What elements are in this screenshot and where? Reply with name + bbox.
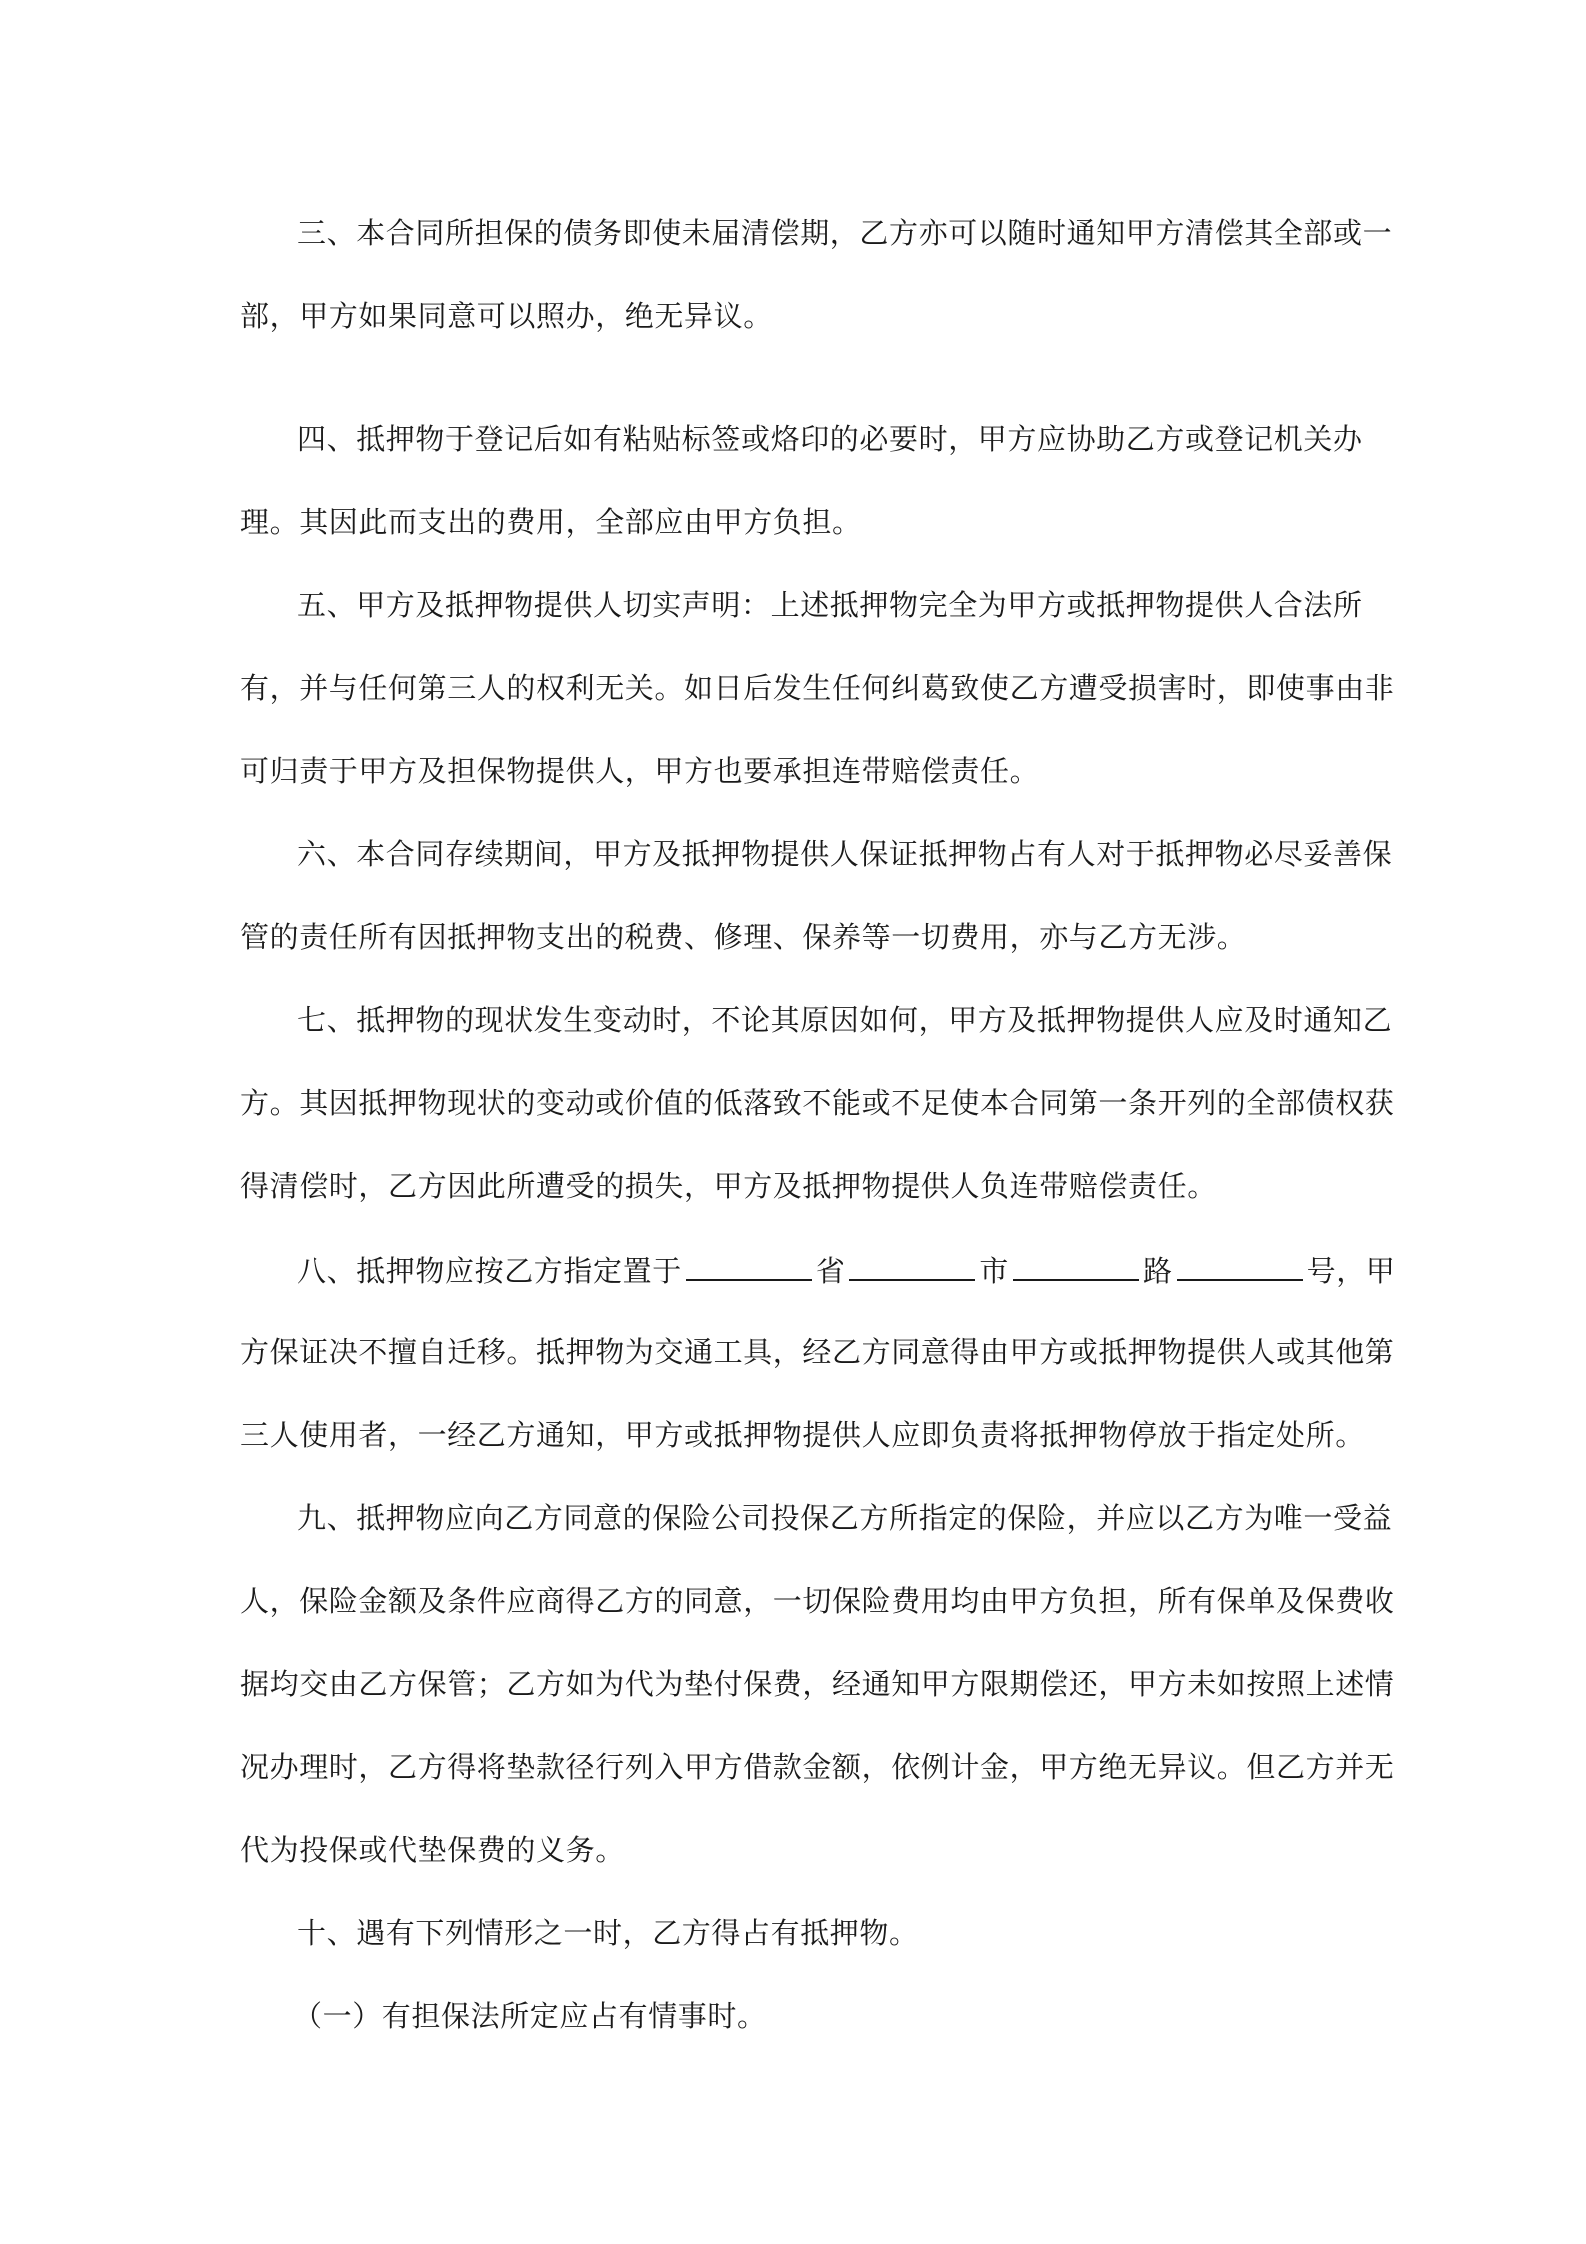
number-blank bbox=[1177, 1249, 1303, 1281]
road-label: 路 bbox=[1143, 1254, 1173, 1288]
clause-7-line-1: 七、抵押物的现状发生变动时，不论其原因如何，甲方及抵押物提供人应及时通知乙 bbox=[297, 1003, 1393, 1037]
clause-9-line-4: 况办理时，乙方得将垫款径行列入甲方借款金额，依例计金，甲方绝无异议。但乙方并无 bbox=[240, 1750, 1395, 1784]
province-blank bbox=[686, 1249, 812, 1281]
clause-5-line-1: 五、甲方及抵押物提供人切实声明：上述抵押物完全为甲方或抵押物提供人合法所 bbox=[297, 588, 1363, 622]
clause-10-line-1: 十、遇有下列情形之一时，乙方得占有抵押物。 bbox=[297, 1916, 919, 1950]
clause-9-line-1: 九、抵押物应向乙方同意的保险公司投保乙方所指定的保险，并应以乙方为唯一受益 bbox=[297, 1501, 1393, 1535]
province-label: 省 bbox=[815, 1254, 846, 1288]
clause-4-line-1: 四、抵押物于登记后如有粘贴标签或烙印的必要时，甲方应协助乙方或登记机关办 bbox=[297, 422, 1363, 456]
clause-9-line-2: 人，保险金额及条件应商得乙方的同意，一切保险费用均由甲方负担，所有保单及保费收 bbox=[240, 1584, 1395, 1618]
clause-10-item-1: （一）有担保法所定应占有情事时。 bbox=[293, 1999, 767, 2033]
clause-9-line-5: 代为投保或代垫保费的义务。 bbox=[240, 1833, 625, 1867]
clause-4-line-2: 理。其因此而支出的费用，全部应由甲方负担。 bbox=[240, 505, 862, 539]
clause-7-line-3: 得清偿时，乙方因此所遭受的损失，甲方及抵押物提供人负连带赔偿责任。 bbox=[240, 1169, 1217, 1203]
clause-8-line-3: 三人使用者，一经乙方通知，甲方或抵押物提供人应即负责将抵押物停放于指定处所。 bbox=[240, 1418, 1365, 1452]
clause-9-line-3: 据均交由乙方保管；乙方如为代为垫付保费，经通知甲方限期偿还，甲方未如按照上述情 bbox=[240, 1667, 1395, 1701]
clause-3-line-1: 三、本合同所担保的债务即使未届清偿期，乙方亦可以随时通知甲方清偿其全部或一 bbox=[297, 216, 1393, 250]
clause-8-prefix: 八、抵押物应按乙方指定置于 bbox=[297, 1254, 682, 1288]
clause-5-line-2: 有，并与任何第三人的权利无关。如日后发生任何纠葛致使乙方遭受损害时，即使事由非 bbox=[240, 671, 1395, 705]
clause-3-line-2: 部，甲方如果同意可以照办，绝无异议。 bbox=[240, 299, 773, 333]
city-blank bbox=[849, 1249, 975, 1281]
clause-8-line-1 bbox=[297, 1249, 1396, 1289]
clause-8-line-2: 方保证决不擅自迁移。抵押物为交通工具，经乙方同意得由甲方或抵押物提供人或其他第 bbox=[240, 1335, 1395, 1369]
clause-6-line-2: 管的责任所有因抵押物支出的税费、修理、保养等一切费用，亦与乙方无涉。 bbox=[240, 920, 1247, 954]
clause-6-line-1: 六、本合同存续期间，甲方及抵押物提供人保证抵押物占有人对于抵押物必尽妥善保 bbox=[297, 837, 1393, 871]
clause-7-line-2: 方。其因抵押物现状的变动或价值的低落致不能或不足使本合同第一条开列的全部债权获 bbox=[240, 1086, 1395, 1120]
road-blank bbox=[1013, 1249, 1139, 1281]
city-label: 市 bbox=[979, 1254, 1010, 1288]
number-label: 号，甲 bbox=[1306, 1254, 1396, 1288]
clause-5-line-3: 可归责于甲方及担保物提供人，甲方也要承担连带赔偿责任。 bbox=[240, 754, 1040, 788]
